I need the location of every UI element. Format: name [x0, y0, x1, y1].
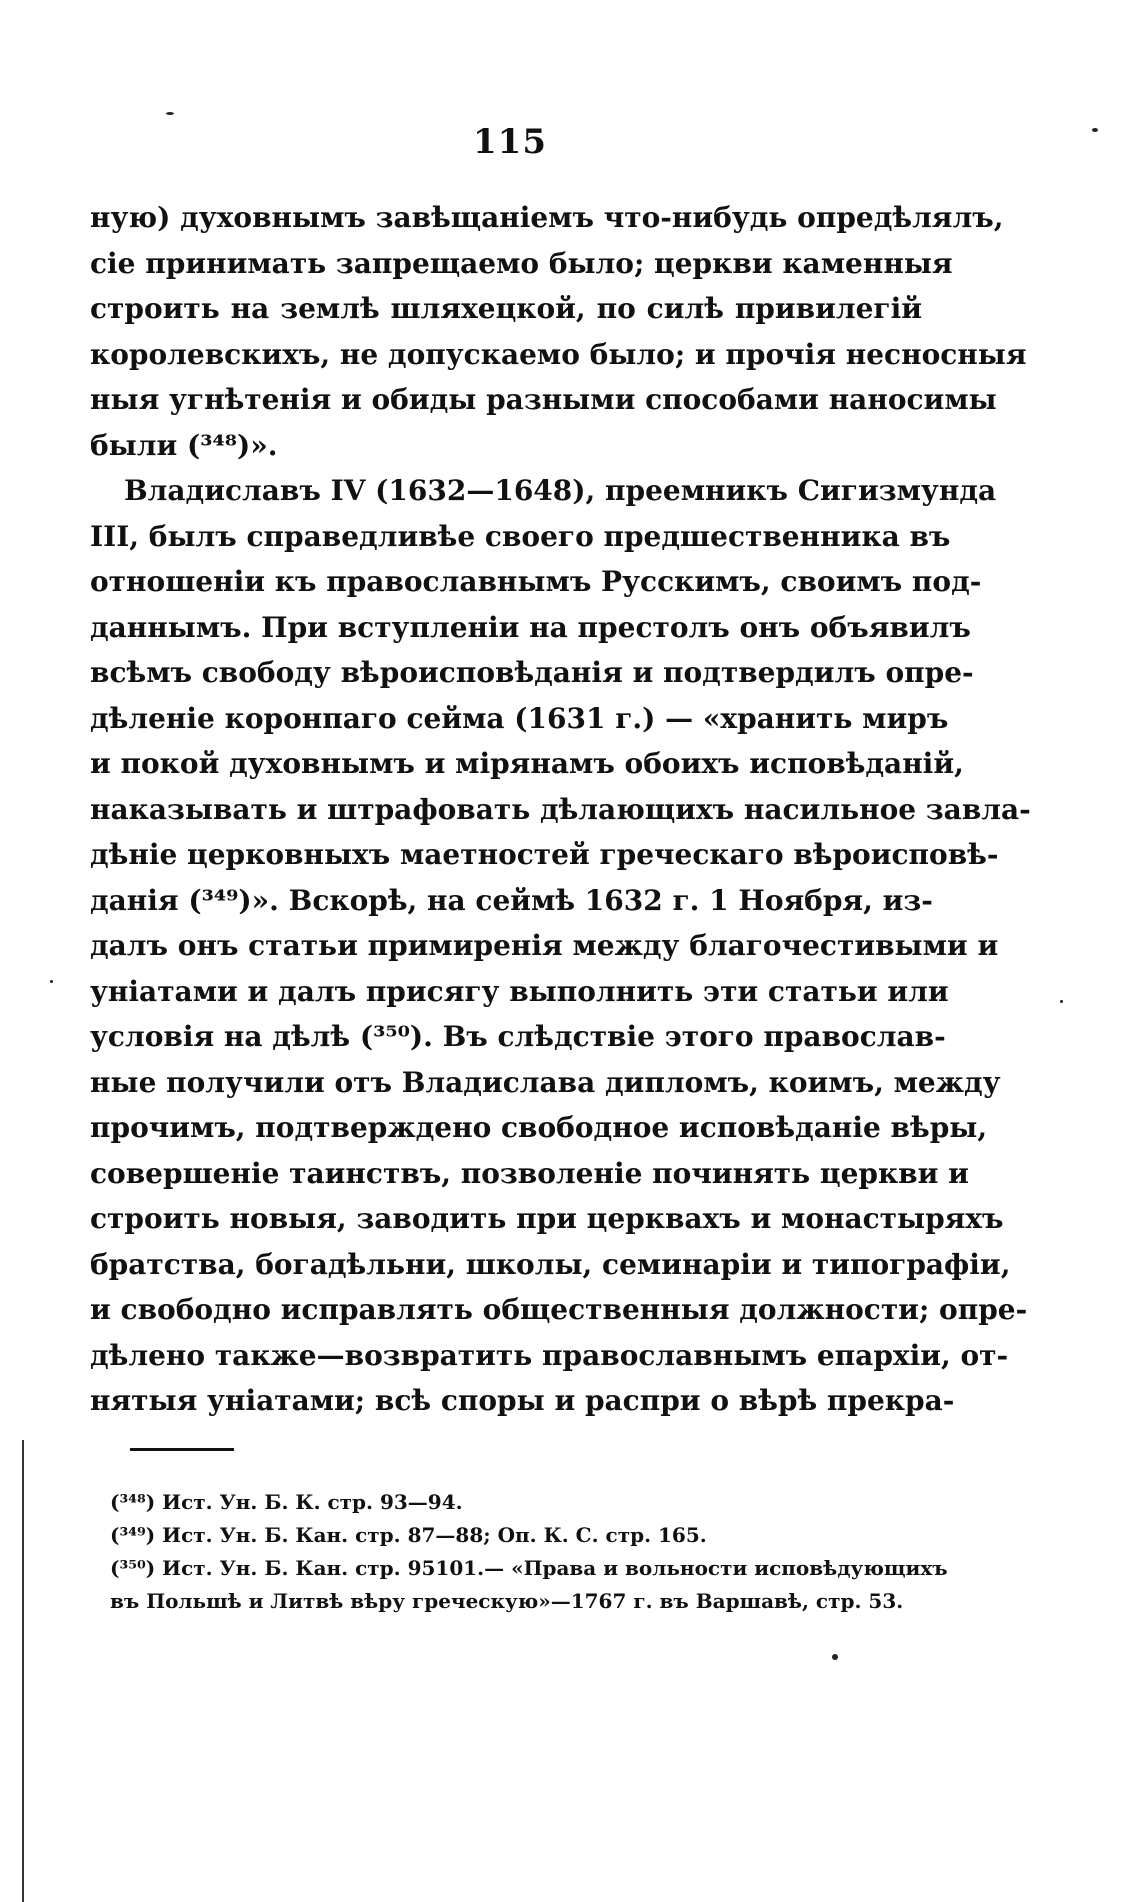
text-line: даннымъ. При вступленіи на престолъ онъ объявилъ	[90, 610, 971, 644]
text-line: дѣленіе коронпаго сейма (1631 г.) — «хранить миръ	[90, 701, 949, 735]
footnote-349: (³⁴⁹) Ист. Ун. Б. Кан. стр. 87—88; Оп. К. С. стр. 165.	[110, 1523, 707, 1547]
text-line: данія (³⁴⁹)». Вскорѣ, на сеймѣ 1632 г. 1 Ноября, из-	[90, 883, 933, 917]
text-line: далъ онъ статьи примиренія между благочестивыми и	[90, 929, 999, 962]
text-line: дѣлено также—возвратить православнымъ епархіи, от-	[90, 1338, 1009, 1372]
footnote-350-continued: въ Польшѣ и Литвѣ вѣру греческую»—1767 г. въ Варшавѣ, стр. 53.	[110, 1589, 904, 1613]
text-line: уніатами и далъ присягу выполнить эти статьи или	[90, 974, 949, 1008]
text-line: III, былъ справедливѣе своего предшественника въ	[90, 519, 951, 553]
footnote-350: (³⁵⁰) Ист. Ун. Б. Кан. стр. 95101.— «Права и вольности исповѣдующихъ	[110, 1556, 948, 1580]
text-line: и покой духовнымъ и мірянамъ обоихъ исповѣданій,	[90, 747, 964, 780]
text-line: нятыя уніатами; всѣ споры и распри о вѣрѣ прекра-	[90, 1384, 955, 1417]
text-line: отношеніи къ православнымъ Русскимъ, своимъ под-	[90, 565, 982, 598]
page-edge-line	[22, 1440, 24, 1902]
text-line: прочимъ, подтверждено свободное исповѣданіе вѣры,	[90, 1111, 988, 1144]
text-line: строить новыя, заводить при церквахъ и монастыряхъ	[90, 1202, 1004, 1235]
ink-speck	[50, 980, 53, 983]
text-line: королевскихъ, не допускаемо было; и прочія несносныя	[90, 337, 1027, 371]
footnote-348: (³⁴⁸) Ист. Ун. Б. К. стр. 93—94.	[110, 1490, 463, 1514]
ink-speck	[166, 112, 174, 115]
text-line: строить на землѣ шляхецкой, по силѣ привилегій	[90, 292, 922, 325]
text-line: братства, богадѣльни, школы, семинаріи и типографіи,	[90, 1247, 1011, 1281]
text-line: ныя угнѣтенія и обиды разными способами наносимы	[90, 383, 997, 416]
footnote-divider	[130, 1448, 234, 1451]
text-line: совершеніе таинствъ, позволеніе починять церкви и	[90, 1156, 969, 1190]
text-line: были (³⁴⁸)».	[90, 428, 278, 462]
text-line: Владиславъ IV (1632—1648), преемникъ Сигизмунда	[124, 474, 997, 507]
ink-speck	[1060, 1000, 1063, 1003]
ink-speck	[1092, 128, 1098, 132]
text-line: и свободно исправлять общественныя должности; опре-	[90, 1293, 1028, 1326]
text-line: ные получили отъ Владислава дипломъ, коимъ, между	[90, 1065, 1001, 1099]
text-line: наказывать и штрафовать дѣлающихъ насильное завла-	[90, 792, 1031, 826]
text-line: всѣмъ свободу вѣроисповѣданія и подтвердилъ опре-	[90, 656, 974, 689]
footnotes	[110, 1486, 948, 1618]
text-line: сіе принимать запрещаемо было; церкви каменныя	[90, 246, 953, 280]
ink-speck	[832, 1654, 838, 1660]
body-text	[90, 195, 1031, 1424]
page-number: 115	[473, 122, 547, 162]
text-line: условія на дѣлѣ (³⁵⁰). Въ слѣдствіе этого православ-	[90, 1020, 946, 1053]
text-line: ную) духовнымъ завѣщаніемъ что-нибудь опредѣлялъ,	[90, 201, 1004, 234]
text-line: дѣніе церковныхъ маетностей греческаго вѣроисповѣ-	[90, 838, 999, 871]
